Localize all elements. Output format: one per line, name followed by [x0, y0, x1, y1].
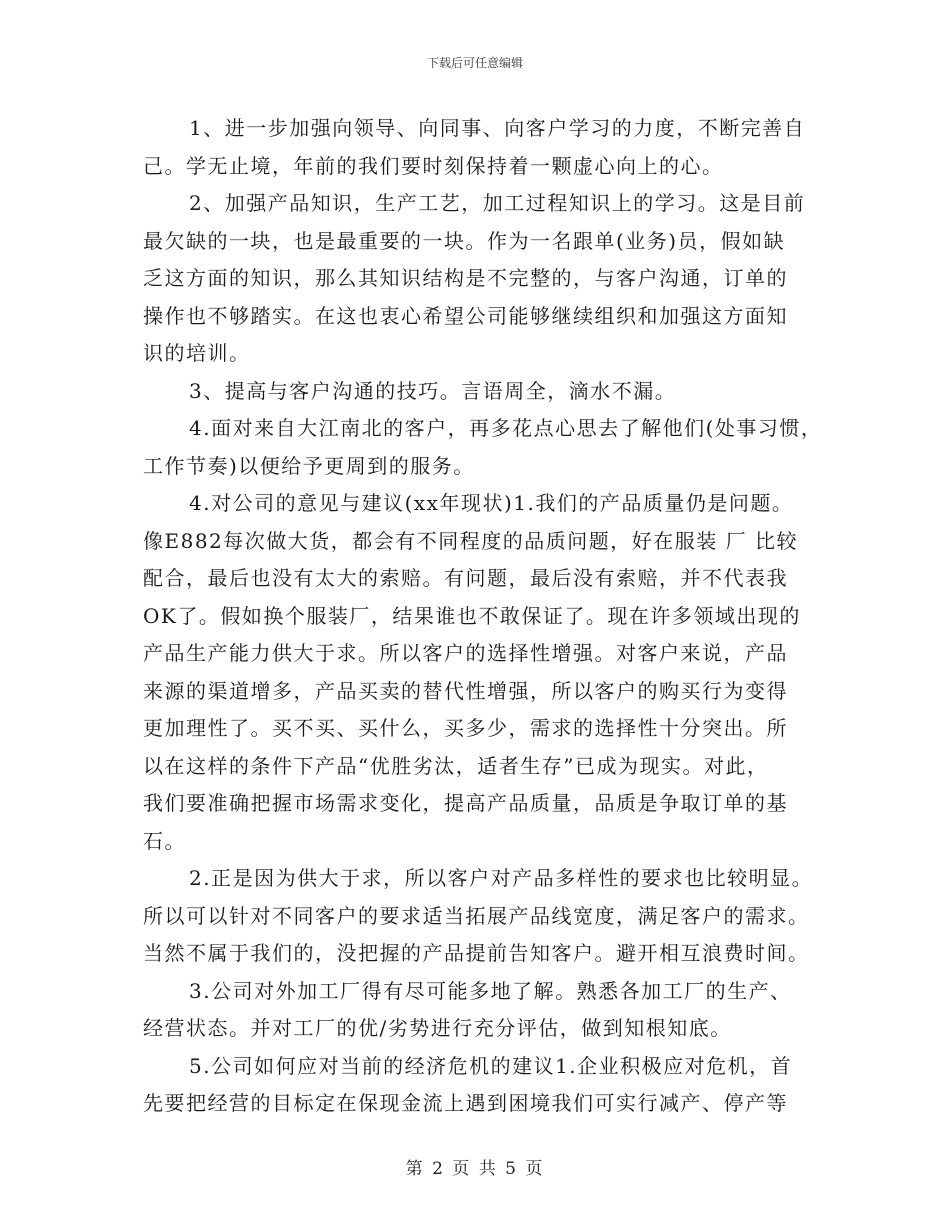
text-line: 先要把经营的目标定在保现金流上遇到困境我们可实行减产、停产等 — [143, 1091, 788, 1115]
text-line: 以在这样的条件下产品“优胜劣汰，适者生存”已成为现实。对此， — [143, 753, 769, 778]
text-line: 操作也不够踏实。在这也衷心希望公司能够继续组织和加强这方面知 — [143, 303, 788, 328]
text-line: 3、提高与客户沟通的技巧。言语周全，滴水不漏。 — [189, 378, 677, 403]
text-line: 4.面对来自大江南北的客户，再多花点心思去了解他们(处事习惯， — [189, 416, 823, 440]
text-line: 经营状态。并对工厂的优/劣势进行充分评估，做到知根知底。 — [143, 1016, 732, 1040]
text-line: 1、进一步加强向领导、向同事、向客户学习的力度，不断完善自 — [189, 116, 806, 140]
text-line: 当然不属于我们的，没把握的产品提前告知客户。避开相互浪费时间。 — [143, 941, 810, 965]
text-line: 最欠缺的一块，也是最重要的一块。作为一名跟单(业务)员，假如缺 — [143, 228, 786, 253]
text-line: 更加理性了。买不买、买什么，买多少，需求的选择性十分突出。所 — [143, 716, 788, 740]
text-line: 己。学无止境，年前的我们要时刻保持着一颗虚心向上的心。 — [143, 153, 724, 178]
text-line: 像E882每次做大货，都会有不同程度的品质问题，好在服装 厂 比较 — [143, 528, 798, 553]
text-line: 4.对公司的意见与建议(xx年现状)1.我们的产品质量仍是问题。 — [189, 491, 794, 515]
text-line: 所以可以针对不同客户的要求适当拓展产品线宽度，满足客户的需求。 — [143, 903, 810, 928]
text-line: 石。 — [143, 828, 186, 853]
page-number-footer: 第 2 页 共 5 页 — [405, 1159, 545, 1179]
text-line: 3.公司对外加工厂得有尽可能多地了解。熟悉各加工厂的生产、 — [189, 978, 792, 1003]
document-body — [143, 110, 833, 1123]
text-line: 2.正是因为供大于求，所以客户对产品多样性的要求也比较明显。 — [189, 866, 814, 890]
text-line: 工作节奏)以便给予更周到的服务。 — [143, 453, 475, 478]
text-line: 识的培训。 — [143, 341, 251, 365]
text-line: OK了。假如换个服装厂，结果谁也不敢保证了。现在许多领域出现的 — [143, 603, 801, 628]
text-line: 配合，最后也没有太大的索赔。有问题，最后没有索赔，并不代表我 — [143, 566, 788, 590]
text-line: 5.公司如何应对当前的经济危机的建议1.企业积极应对危机，首 — [189, 1053, 793, 1078]
text-line: 来源的渠道增多，产品买卖的替代性增强，所以客户的购买行为变得 — [143, 678, 788, 703]
text-line: 产品生产能力供大于求。所以客户的选择性增强。对客户来说，产品 — [143, 641, 788, 665]
text-line: 我们要准确把握市场需求变化，提高产品质量，品质是争取订单的基 — [143, 791, 788, 815]
text-line: 2、加强产品知识，生产工艺，加工过程知识上的学习。这是目前 — [189, 191, 806, 215]
text-line: 乏这方面的知识，那么其知识结构是不完整的，与客户沟通，订单的 — [143, 266, 788, 290]
page-header: 下载后可任意编辑 — [426, 56, 523, 70]
